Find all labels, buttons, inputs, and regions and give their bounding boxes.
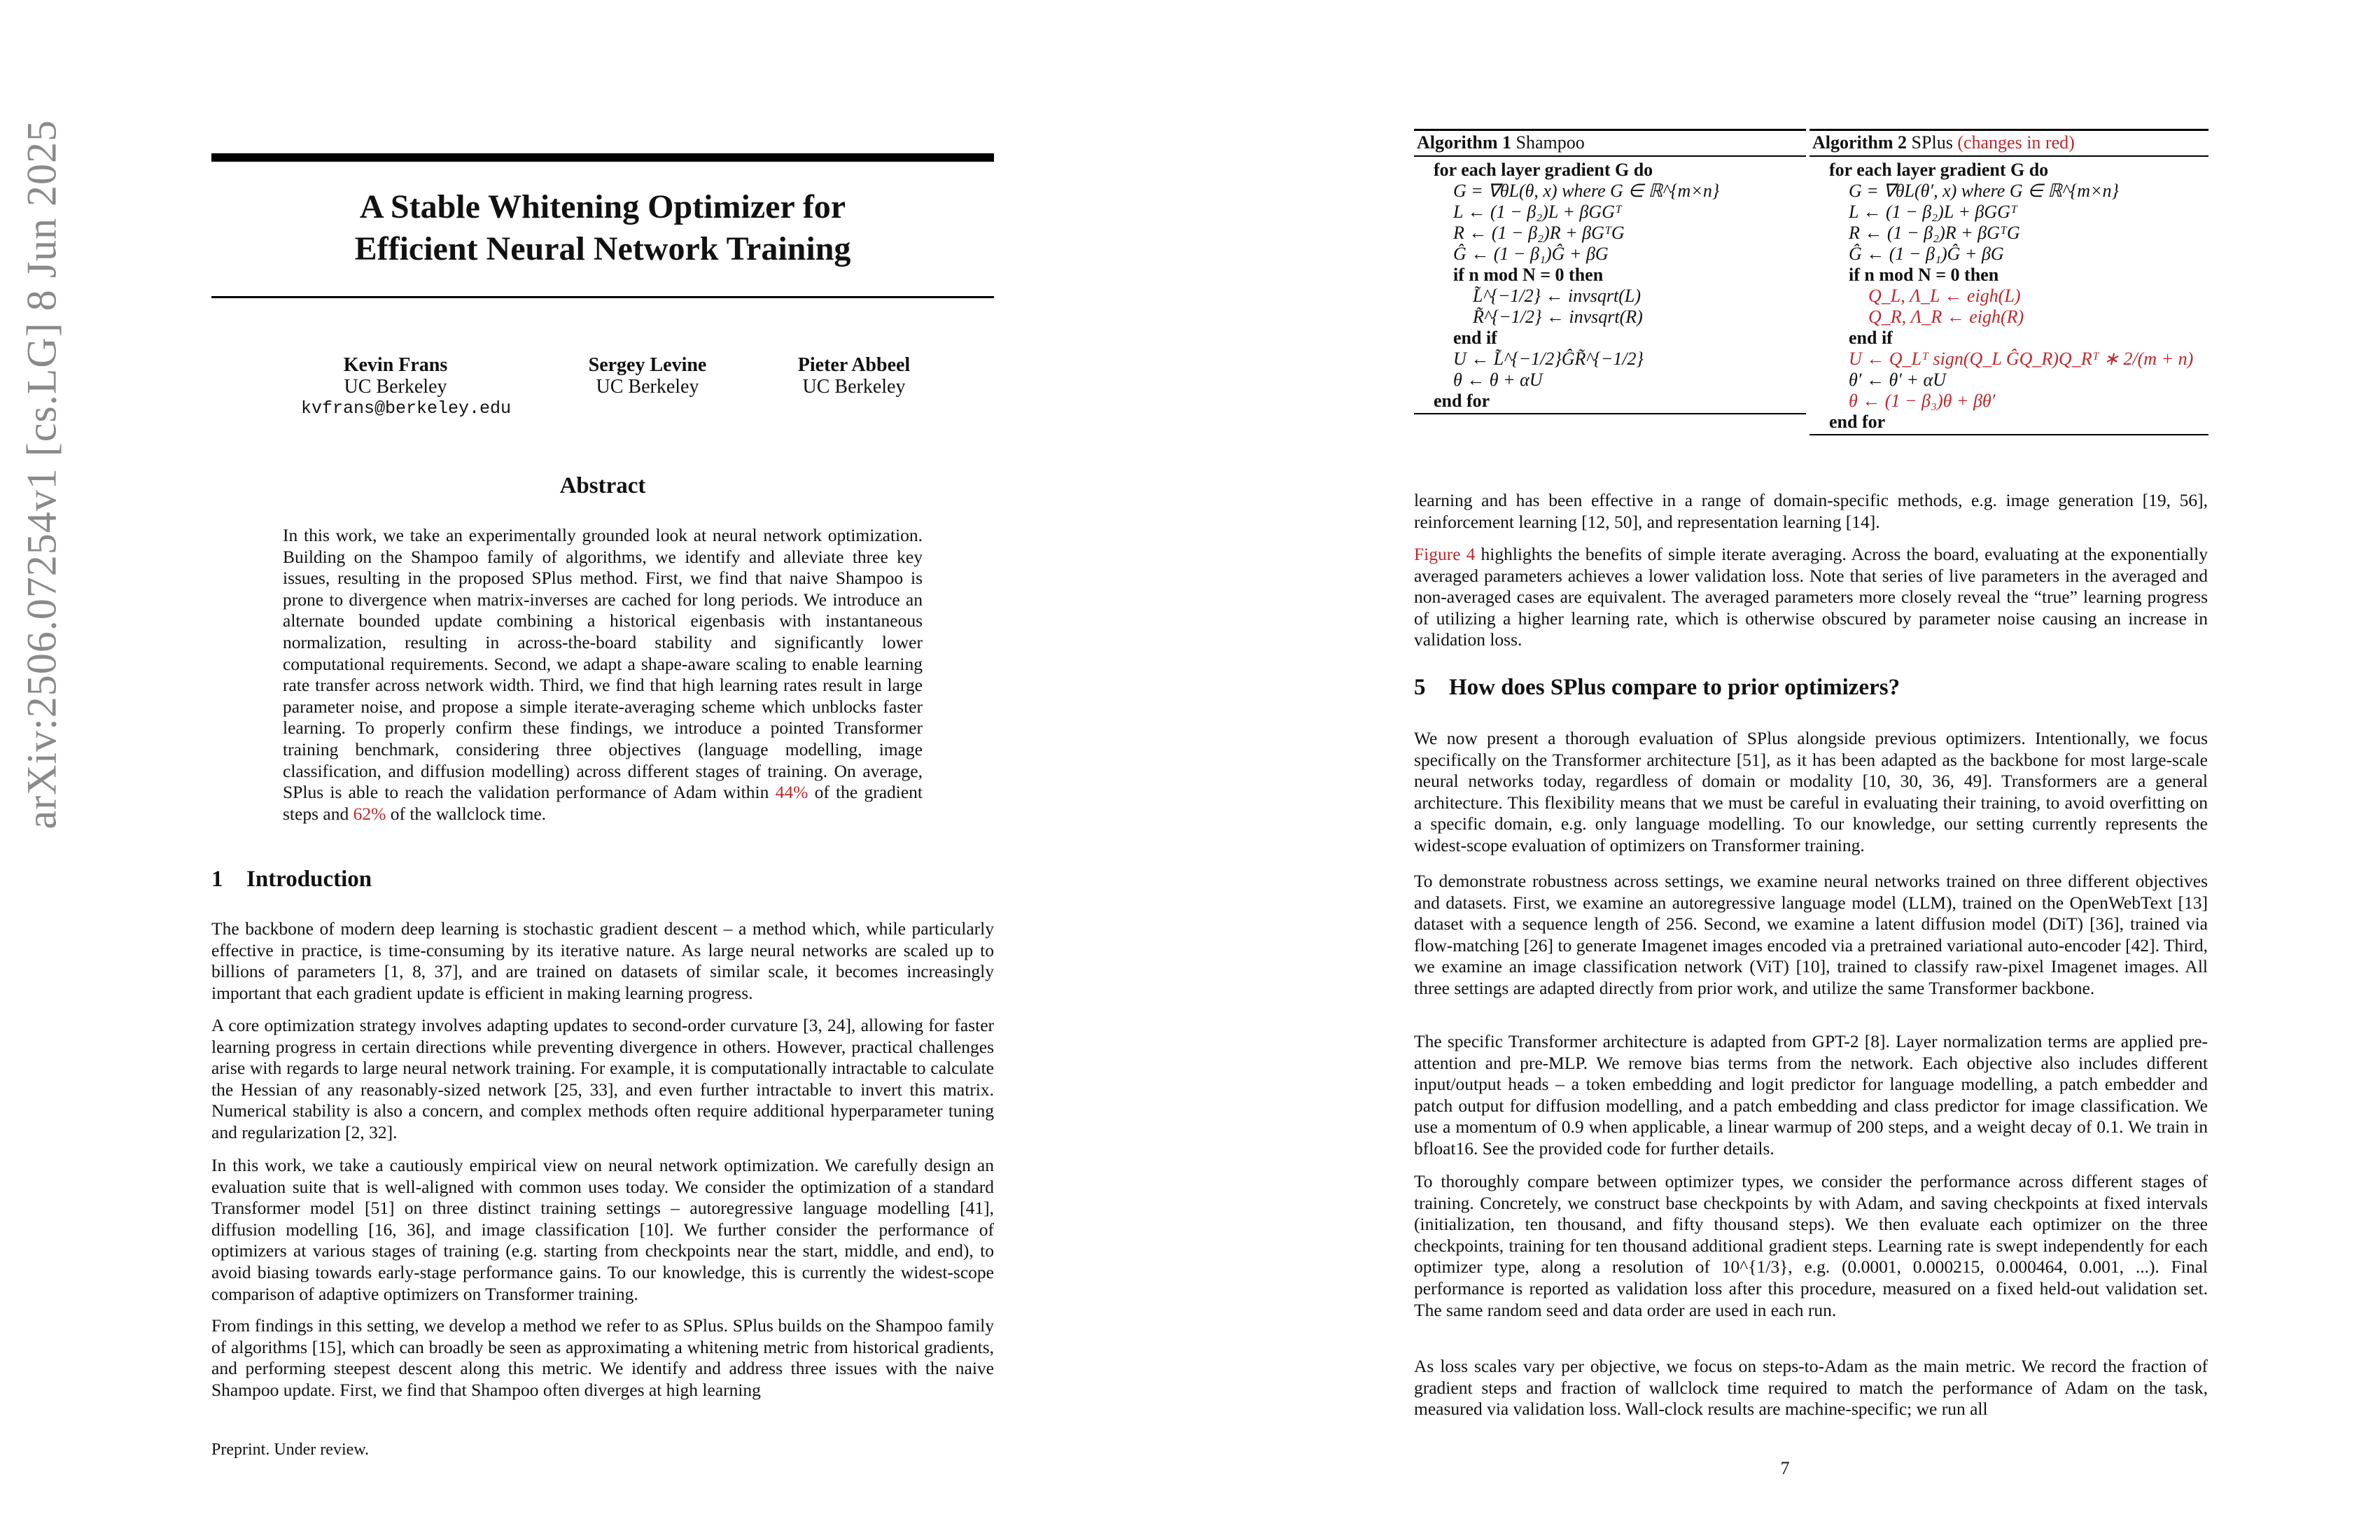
section-number: 5 (1414, 675, 1426, 700)
algo-line: end for (1829, 412, 1886, 432)
algo-line: L ← (1 − β₂)L + βGGᵀ (1453, 202, 1622, 222)
algo-line: end if (1849, 328, 1893, 348)
section-5-paragraph-1: We now present a thorough evaluation of SPlus alongside previous optimizers. Intentionally, we focus specifically on the Transformer architecture [51], as it has been adapted as the backbone for most large-scale neural networks today, regardless of domain or modality [10, 30, 36, 49]. Transformers are a general architecture. This flexibility means that we must be careful in evaluating their training, to avoid overfitting on a specific domain, e.g. only language modelling. To our knowledge, our setting currently represents the widest-scope evaluation of optimizers on Transformer training. (1414, 728, 2208, 855)
intro-paragraph-4: From findings in this setting, we develop a method we refer to as SPlus. SPlus builds on the Shampoo family of algorithms [15], which can broadly be seen as approximating a whitening metric from historical gradients, and performing steepest descent along this metric. We identify and address three issues with the naive Shampoo update. First, we find that Shampoo often diverges at high learning (211, 1315, 994, 1400)
algorithm-2-note: (changes in red) (1957, 132, 2075, 153)
algorithm-1-header (1414, 129, 1806, 157)
section-1-heading (211, 867, 372, 892)
section-5-paragraph-2: To demonstrate robustness across settings, we examine neural networks trained on three different objectives and datasets. First, we examine an autoregressive language model (LLM), trained on the OpenWebText [13] dataset with a sequence length of 256. Second, we examine a latent diffusion model (DiT) [36], trained via flow-matching [26] to generate Imagenet images encoded via a pretrained variational auto-encoder [42]. Third, we examine an image classification network (ViT) [10], trained to classify raw-pixel Imagenet images. All three settings are adapted directly from prior work, and utilize the same Transformer backbone. (1414, 871, 2208, 998)
intro-paragraph-2: A core optimization strategy involves adapting updates to second-order curvature [3, 24], allowing for faster learning progress in certain directions while preventing divergence in others. However, practical challenges arise with regards to large neural network training. For example, it is computationally intractable to calculate the Hessian of any reasonably-sized network [25, 33], and even further intractable to invert this matrix. Numerical stability is also a concern, and complex methods often require additional hyperparameter tuning and regularization [2, 32]. (211, 1015, 994, 1142)
algo-line: end for (1434, 391, 1490, 411)
section-5-heading (1414, 675, 1900, 701)
algo-line: U ← L̃^{−1/2}ĜR̃^{−1/2} (1453, 349, 1644, 369)
title-line-2: Efficient Neural Network Training (354, 230, 851, 267)
title-top-rule (211, 153, 994, 162)
title-bottom-rule (211, 296, 994, 298)
author-2 (553, 354, 742, 398)
section-5-paragraph-3: The specific Transformer architecture is adapted from GPT-2 [8]. Layer normalization terms are applied pre-attention and pre-MLP. We remove bias terms from the network. Each objective also includes different input/output heads – a token embedding and logit predictor for language modelling, a patch embedder and patch output for diffusion modelling, and a patch embedding and class predictor for image classification. We use a momentum of 0.9 when applicable, a linear warmup of 200 steps, and a weight decay of 0.1. We train in bfloat16. See the provided code for further details. (1414, 1031, 2208, 1158)
algo-line: G = ∇θL(θ, x) where G ∈ ℝ^{m×n} (1453, 181, 1720, 201)
right-page (1190, 0, 2380, 1540)
algorithm-1-name: Shampoo (1516, 132, 1585, 153)
author-1 (301, 354, 512, 419)
section-title: How does SPlus compare to prior optimizers? (1449, 675, 1900, 700)
page-number: 7 (1780, 1458, 1790, 1478)
arxiv-stamp: arXiv:2506.07254v1 [cs.LG] 8 Jun 2025 (18, 119, 65, 830)
algo-line: θ′ ← θ′ + αU (1849, 370, 1946, 390)
preprint-note: Preprint. Under review. (211, 1441, 370, 1459)
author-email: kvfrans@berkeley.edu (301, 398, 512, 419)
algorithm-1-label: Algorithm 1 (1417, 132, 1512, 153)
algo-line: θ ← θ + αU (1453, 370, 1543, 390)
abstract-steps-percent: 44% (775, 782, 808, 803)
algorithm-2-body (1809, 157, 2208, 435)
title-line-1: A Stable Whitening Optimizer for (359, 188, 846, 225)
algo-line-changed: U ← Q_Lᵀ sign(Q_L ĜQ_R)Q_Rᵀ ∗ 2/(m + n) (1849, 349, 2194, 369)
algorithm-2-header (1809, 129, 2208, 157)
algo-line: L̃^{−1/2} ← invsqrt(L) (1473, 286, 1641, 306)
algo-line: end if (1453, 328, 1497, 348)
algo-line: Ĝ ← (1 − β₁)Ĝ + βG (1453, 244, 1609, 264)
author-name: Sergey Levine (588, 354, 707, 376)
algo-line: if n mod N = 0 then (1453, 265, 1604, 285)
section-5-paragraph-4: To thoroughly compare between optimizer types, we consider the performance across different stages of training. Concretely, we construct base checkpoints by with Adam, and saving checkpoints at fixed intervals (initialization, ten thousand, and fifty thousand steps). We then evaluate each optimizer on the three checkpoints, training for ten thousand additional gradient steps. Learning rate is swept independently for each optimizer type, along a resolution of 10^{1/3}, e.g. (0.0001, 0.000215, 0.000464, 0.001, ...). Final performance is reported as validation loss after this procedure, measured on a fixed held-out validation set. The same random seed and data order are used in each run. (1414, 1171, 2208, 1320)
figure-4-link[interactable]: Figure 4 (1414, 544, 1476, 564)
author-affiliation: UC Berkeley (596, 376, 699, 398)
abstract-body: In this work, we take an experimentally grounded look at neural network optimization. Building on the Shampoo family of algorithms, we identify and alleviate three key issues, resulting in the proposed SPlus method. First, we find that naive Shampoo is prone to divergence when matrix-inverses are cached for long periods. We introduce an alternate bounded update combining a historical eigenbasis with instantaneous normalization, resulting in across-the-board stability and significantly lower computational requirements. Second, we adapt a shape-aware scaling to enable learning rate transfer across network width. Third, we find that high learning rates result in large parameter noise, and propose a simple iterate-averaging scheme which unblocks faster learning. To properly confirm these findings, we introduce a pointed Transformer training benchmark, considering three objectives (language modelling, image classification, and diffusion modelling) across different stages of training. On average, SPlus is able to reach the validation performance of Adam within 44% of the gradient steps and 62% of the wallclock time. (283, 525, 923, 824)
paper-title (211, 186, 994, 270)
author-3 (760, 354, 948, 398)
algo-line-changed: Q_R, Λ_R ← eigh(R) (1868, 307, 2024, 327)
intro-paragraph-3: In this work, we take a cautiously empirical view on neural network optimization. We carefully design an evaluation suite that is well-aligned with common uses today. We consider the optimization of a standard Transformer model [51] on three distinct training settings – autoregressive language modelling [41], diffusion modelling [16, 36], and image classification [10]. We further consider the performance of optimizers at various stages of training (e.g. starting from checkpoints near the start, middle, and end), to avoid biasing towards early-stage performance gains. To our knowledge, this is currently the widest-scope comparison of adaptive optimizers on Transformer training. (211, 1155, 994, 1304)
algo-line: G = ∇θL(θ′, x) where G ∈ ℝ^{m×n} (1849, 181, 2119, 201)
algorithm-1-shampoo (1414, 129, 1806, 414)
continued-paragraph: learning and has been effective in a range of domain-specific methods, e.g. image generation [19, 56], reinforcement learning [12, 50], and representation learning [14]. (1414, 490, 2208, 532)
intro-paragraph-1: The backbone of modern deep learning is stochastic gradient descent – a method which, while particularly effective in practice, is time-consuming by its iterative nature. As large neural networks are scaled up to billions of parameters [1, 8, 37], and are trained on datasets of similar scale, it becomes increasingly important that each gradient update is efficient in making learning progress. (211, 918, 994, 1003)
algorithm-2-name: SPlus (1911, 132, 1953, 153)
author-affiliation: UC Berkeley (802, 376, 906, 398)
author-name: Kevin Frans (343, 354, 448, 376)
figure-4-paragraph: Figure 4 highlights the benefits of simple iterate averaging. Across the board, evaluating at the exponentially averaged parameters achieves a lower validation loss. Note that series of live parameters in the averaged and non-averaged cases are equivalent. The averaged parameters more closely reveal the “true” learning progress of utilizing a higher learning rate, which is otherwise obscured by parameter noise causing an increase in validation loss. (1414, 544, 2208, 650)
author-affiliation: UC Berkeley (344, 376, 447, 398)
algo-line: L ← (1 − β₂)L + βGGᵀ (1849, 202, 2017, 222)
algo-line: Ĝ ← (1 − β₁)Ĝ + βG (1849, 244, 2004, 264)
algo-line: if n mod N = 0 then (1849, 265, 1999, 285)
abstract-heading: Abstract (559, 473, 646, 498)
algorithm-2-label: Algorithm 2 (1812, 132, 1907, 153)
abstract-time-percent: 62% (353, 803, 386, 824)
section-title: Introduction (246, 867, 372, 892)
algo-line-changed: Q_L, Λ_L ← eigh(L) (1868, 286, 2021, 306)
algo-line-changed: θ ← (1 − β₃)θ + βθ′ (1849, 391, 1996, 411)
section-number: 1 (211, 867, 223, 892)
algo-line: R̃^{−1/2} ← invsqrt(R) (1473, 307, 1643, 327)
algo-line: R ← (1 − β₂)R + βGᵀG (1849, 223, 2020, 243)
algo-line: for each layer gradient G do (1434, 160, 1653, 180)
algo-line: for each layer gradient G do (1829, 160, 2049, 180)
algorithm-1-body (1414, 157, 1806, 414)
section-5-paragraph-5: As loss scales vary per objective, we focus on steps-to-Adam as the main metric. We record the fraction of gradient steps and fraction of wallclock time required to match the performance of Adam on the task, measured via validation loss. Wall-clock results are machine-specific; we run all (1414, 1356, 2208, 1420)
author-name: Pieter Abbeel (797, 354, 911, 376)
algo-line: R ← (1 − β₂)R + βGᵀG (1453, 223, 1625, 243)
algorithm-2-splus (1809, 129, 2208, 435)
